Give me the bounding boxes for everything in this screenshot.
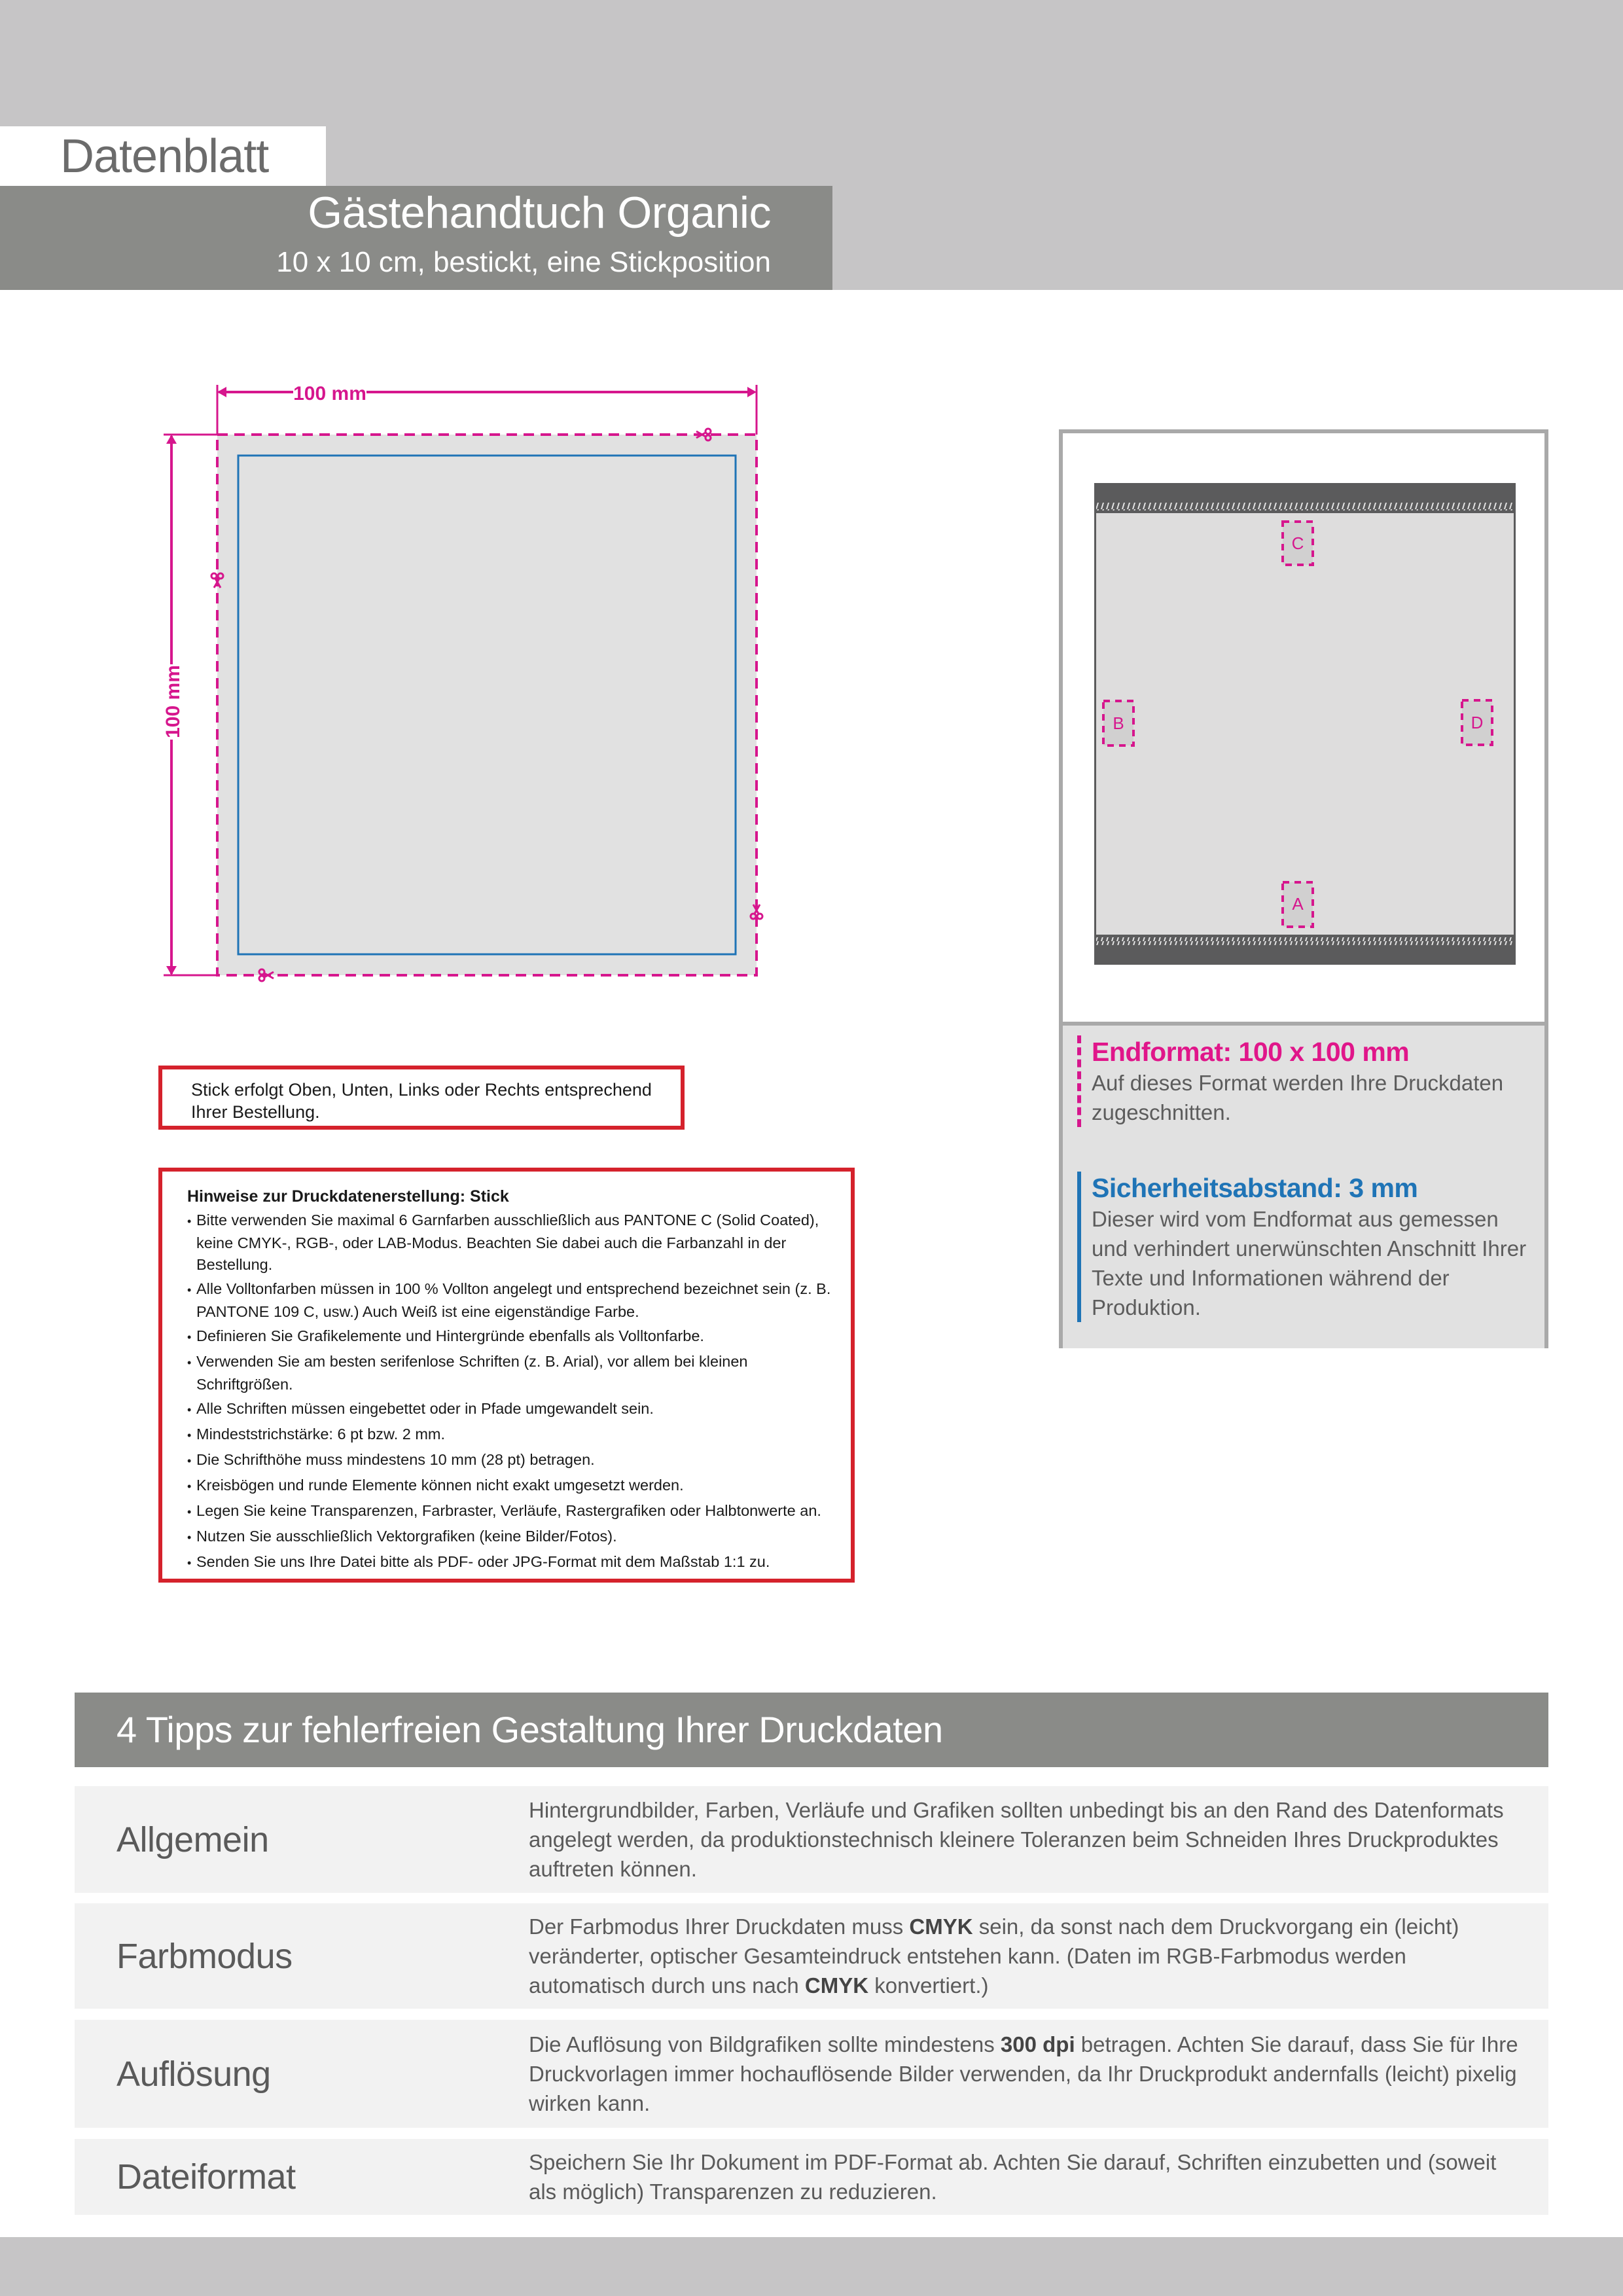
- tip-label: Auflösung: [116, 2054, 271, 2094]
- tip-emphasis: 300 dpi: [1000, 2032, 1075, 2056]
- product-subtitle: 10 x 10 cm, bestickt, eine Stickposition: [276, 246, 771, 278]
- hint-item: • Definieren Sie Grafikelemente und Hintergründe ebenfalls als Volltonfarbe.: [187, 1325, 838, 1348]
- arrow-up-icon: [166, 435, 177, 444]
- hint-item: • Verwenden Sie am besten serifenlose Schriften (z. B. Arial), vor allem bei kleinen Schriftgrößen.: [187, 1351, 838, 1395]
- datenblatt-label: Datenblatt: [60, 130, 269, 183]
- hints-title: Hinweise zur Druckdatenerstellung: Stick: [187, 1187, 509, 1206]
- hint-item: • Alle Volltonfarben müssen in 100 % Vollton angelegt und entsprechend bezeichnet sein (z. B. PANTONE 109 C, usw.) Auch Weiß ist eine eigenständige Farbe.: [187, 1278, 838, 1323]
- hint-item: • Nutzen Sie ausschließlich Vektorgrafiken (keine Bilder/Fotos).: [187, 1526, 838, 1549]
- print-data-hints: [158, 1168, 855, 1583]
- endformat-description: Auf dieses Format werden Ihre Druckdaten zugeschnitten.: [1092, 1071, 1504, 1124]
- print-area: [217, 435, 757, 975]
- hint-item: • Senden Sie uns Ihre Datei bitte als PDF- oder JPG-Format mit dem Maßstab 1:1 zu.: [187, 1551, 838, 1574]
- hint-item: • Die Schrifthöhe muss mindestens 10 mm (28 pt) betragen.: [187, 1449, 838, 1472]
- tip-text-segment: Speichern Sie Ihr Dokument im PDF-Format ab. Achten Sie darauf, Schriften einzubetten und (soweit als möglich) Transparenzen zu reduzieren.: [529, 2150, 1497, 2204]
- note-line-1: Stick erfolgt Oben, Unten, Links oder Rechts entsprechend: [191, 1080, 652, 1100]
- footer-band: [0, 2237, 1623, 2296]
- tip-text-segment: betragen. Achten Sie darauf, dass Sie für Ihre Druckvorlagen immer hochauflösende Bilder verwenden, da Ihr Druckprodukt andernfalls (leicht) pixelig wirken kann.: [529, 2032, 1518, 2115]
- endformat-title: Endformat: 100 x 100 mm: [1092, 1037, 1410, 1067]
- arrow-down-icon: [166, 966, 177, 975]
- tip-emphasis: CMYK: [804, 1973, 869, 1998]
- arrow-right-icon: [747, 387, 757, 397]
- tip-paragraph: [529, 1912, 1522, 2000]
- tip-text-segment: konvertiert.): [868, 1973, 989, 1998]
- tip-text-segment: sein, da sonst nach dem Druckvorgang ein (leicht) veränderter, optischer Gesamteindruck entstehen kann. (Daten im RGB-Farbmodus werden automatisch durch uns nach: [529, 1914, 1459, 1998]
- position-marker-c: [1283, 522, 1313, 565]
- tip-text-segment: Die Auflösung von Bildgrafiken sollte mindestens: [529, 2032, 1001, 2056]
- position-label-d: D: [1471, 713, 1484, 732]
- tip-text: [529, 2139, 1522, 2215]
- tip-label: Allgemein: [116, 1820, 269, 1859]
- hint-item: • Kreisbögen und runde Elemente können nicht exakt umgesetzt werden.: [187, 1475, 838, 1498]
- position-label-c: C: [1291, 533, 1304, 553]
- towel-bottom-fringe: [1096, 937, 1514, 945]
- tip-text: [529, 1786, 1522, 1893]
- tip-emphasis: CMYK: [909, 1914, 973, 1939]
- hint-item: • Bitte verwenden Sie maximal 6 Garnfarben ausschließlich aus PANTONE C (Solid Coated), keine CMYK-, RGB-, oder LAB-Modus. Beachten Sie dabei auch die Farbanzahl in der Bestellung.: [187, 1210, 838, 1276]
- embroidery-position-note: [158, 1066, 685, 1130]
- tip-text-segment: Der Farbmodus Ihrer Druckdaten muss: [529, 1914, 910, 1939]
- tip-label: Farbmodus: [116, 1936, 293, 1976]
- hint-item: • Alle Schriften müssen eingebettet oder in Pfade umgewandelt sein.: [187, 1398, 838, 1421]
- dimension-diagram: [151, 367, 779, 995]
- tip-text: [529, 1903, 1522, 2009]
- tip-text-segment: Hintergrundbilder, Farben, Verläufe und Grafiken sollten unbedingt bis an den Rand des Datenformats angelegt werden, da produktionstechnisch kleinere Toleranzen beim Schneiden Ihres Druckproduktes auftreten können.: [529, 1798, 1504, 1881]
- hint-item: • Legen Sie keine Transparenzen, Farbraster, Verläufe, Rastergrafiken oder Halbtonwerte an.: [187, 1500, 838, 1523]
- width-label: 100 mm: [293, 383, 366, 404]
- towel-top-fringe: [1096, 503, 1514, 511]
- position-label-b: B: [1113, 713, 1124, 733]
- position-marker-b: [1103, 701, 1133, 745]
- towel-fabric: [1096, 513, 1514, 935]
- tip-paragraph: [529, 1795, 1522, 1884]
- arrow-left-icon: [217, 387, 226, 397]
- hint-item: • Mindeststrichstärke: 6 pt bzw. 2 mm.: [187, 1424, 838, 1446]
- hints-list: [187, 1210, 838, 1574]
- tip-row-aufloesung: [75, 2020, 1548, 2128]
- position-marker-d: [1462, 700, 1492, 745]
- tip-paragraph: [529, 2030, 1522, 2118]
- product-title: Gästehandtuch Organic: [308, 188, 771, 238]
- tips-title: 4 Tipps zur fehlerfreien Gestaltung Ihrer Druckdaten: [116, 1709, 943, 1750]
- position-marker-a: [1283, 882, 1313, 927]
- safety-margin-title: Sicherheitsabstand: 3 mm: [1092, 1173, 1418, 1203]
- tip-paragraph: [529, 2147, 1522, 2206]
- safety-margin-spec: [1077, 1172, 1537, 1322]
- tip-row-allgemein: [75, 1786, 1548, 1893]
- note-line-2: Ihrer Bestellung.: [191, 1102, 320, 1122]
- height-label: 100 mm: [162, 665, 184, 738]
- endformat-spec: [1077, 1035, 1537, 1127]
- safety-margin-description: Dieser wird vom Endformat aus gemessen und verhindert unerwünschten Anschnitt Ihrer Texte und Informationen während der Produktion.: [1092, 1207, 1527, 1319]
- tip-label: Dateiformat: [116, 2157, 296, 2197]
- tip-row-dateiformat: [75, 2139, 1548, 2215]
- tip-text: [529, 2020, 1522, 2128]
- tip-row-farbmodus: [75, 1903, 1548, 2009]
- towel-illustration: [1094, 483, 1516, 965]
- position-label-a: A: [1292, 894, 1304, 914]
